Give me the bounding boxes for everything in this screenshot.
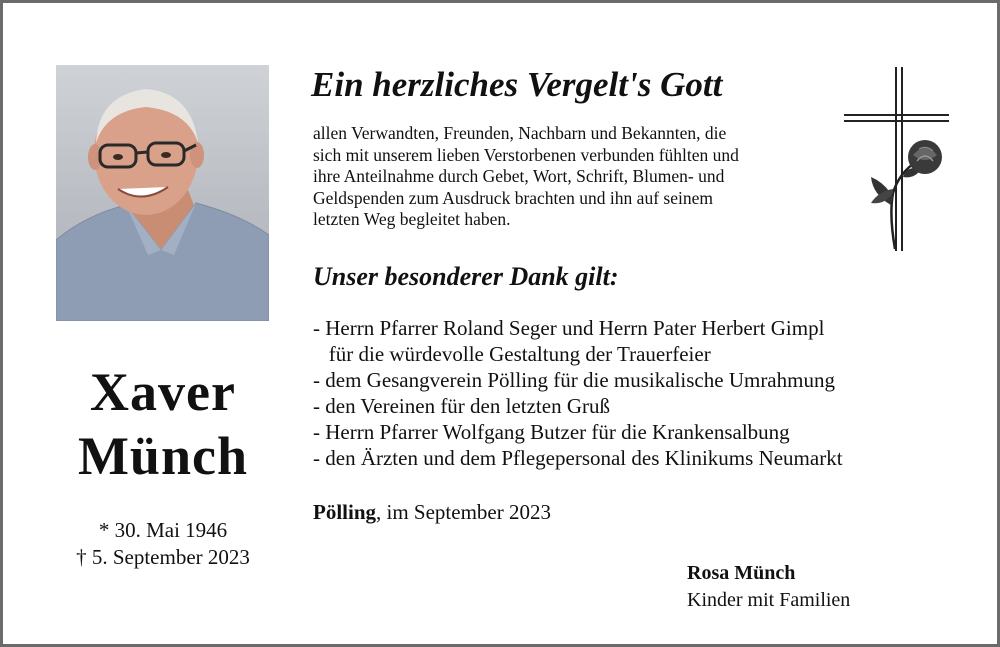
- intro-text: [313, 123, 833, 231]
- intro-line: sich mit unserem lieben Verstorbenen verbunden fühlten und: [313, 144, 739, 165]
- date-text: , im September 2023: [376, 500, 551, 524]
- thanks-item: - den Ärzten und dem Pflegepersonal des Klinikums Neumarkt: [313, 446, 843, 470]
- thanks-item: - Herrn Pfarrer Roland Seger und Herrn Pater Herbert Gimpl: [313, 316, 825, 340]
- intro-line: Geldspenden zum Ausdruck brachten und ihn auf seinem: [313, 187, 713, 208]
- deceased-first-name: Xaver: [90, 362, 236, 422]
- place-name: Pölling: [313, 500, 377, 524]
- subheading: Unser besonderer Dank gilt:: [313, 262, 619, 291]
- thanks-list: [313, 315, 843, 471]
- death-date: † 5. September 2023: [76, 545, 250, 569]
- intro-line: letzten Weg begleitet haben.: [313, 209, 511, 229]
- thanks-item: - dem Gesangverein Pölling für die musikalische Umrahmung: [313, 368, 835, 392]
- signer-family: Kinder mit Familien: [687, 589, 851, 611]
- cross-with-rose-icon: [841, 65, 953, 253]
- intro-line: allen Verwandten, Freunden, Nachbarn und Bekannten, die: [313, 123, 727, 143]
- deceased-last-name: Münch: [77, 426, 249, 486]
- intro-line: ihre Anteilnahme durch Gebet, Wort, Schrift, Blumen- und: [313, 166, 725, 186]
- signer-name: Rosa Münch: [687, 562, 796, 584]
- portrait-photo: [56, 65, 269, 321]
- place-date-line: [313, 500, 551, 525]
- thanks-item: - Herrn Pfarrer Wolfgang Butzer für die Krankensalbung: [313, 420, 790, 444]
- thanks-item: für die würdevolle Gestaltung der Trauerfeier: [313, 342, 711, 366]
- birth-date: * 30. Mai 1946: [98, 518, 228, 542]
- headline: Ein herzliches Vergelt's Gott: [311, 65, 723, 104]
- thanks-item: - den Vereinen für den letzten Gruß: [313, 394, 610, 418]
